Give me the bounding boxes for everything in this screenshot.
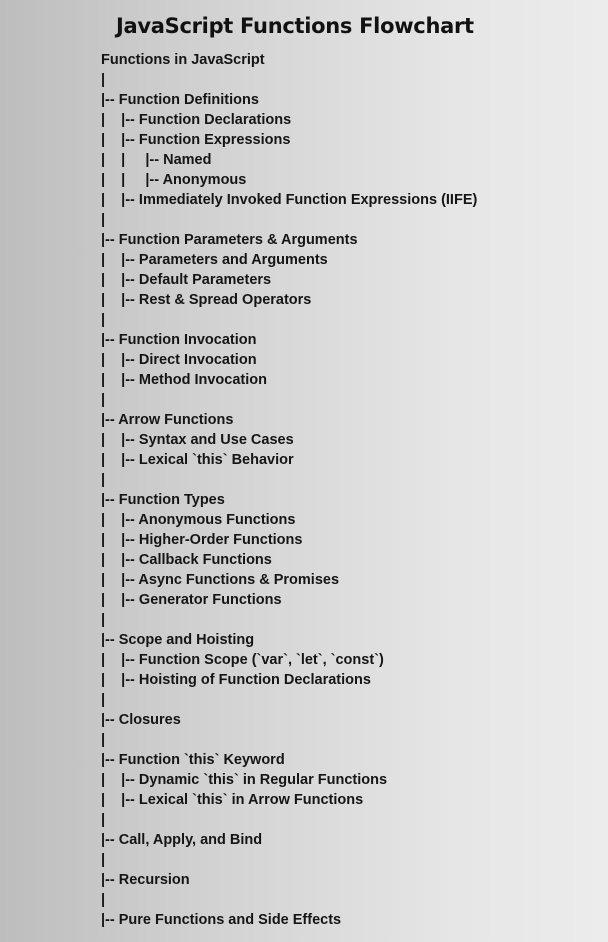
- tree-root-label: Functions in JavaScript: [101, 52, 265, 68]
- tree-line: |-- Function Definitions: [101, 92, 259, 108]
- tree-line: | |-- Syntax and Use Cases: [101, 432, 294, 448]
- tree-line: | |-- Async Functions & Promises: [101, 572, 340, 588]
- tree-line: | |-- Default Parameters: [101, 272, 272, 288]
- tree-line: | | |-- Anonymous: [101, 172, 247, 188]
- tree-line: |: [101, 212, 106, 228]
- tree-line: |-- Function Parameters & Arguments: [101, 232, 358, 248]
- tree-line: | |-- Callback Functions: [101, 552, 272, 568]
- tree-line: |: [101, 892, 106, 908]
- tree-line: |-- Closures: [101, 712, 181, 728]
- tree-line: | |-- Anonymous Functions: [101, 512, 296, 528]
- tree-line: |: [101, 612, 106, 628]
- tree-line: | |-- Lexical `this` Behavior: [101, 452, 294, 468]
- tree-line: | | |-- Named: [101, 152, 212, 168]
- tree-line: |-- Function `this` Keyword: [101, 752, 285, 768]
- function-tree: [101, 50, 601, 930]
- tree-line: |-- Arrow Functions: [101, 412, 234, 428]
- tree-line: | |-- Function Expressions: [101, 132, 291, 148]
- page-title: JavaScript Functions Flowchart: [116, 14, 474, 38]
- tree-line: | |-- Function Declarations: [101, 112, 292, 128]
- tree-line: |-- Function Invocation: [101, 332, 257, 348]
- tree-line: |: [101, 72, 106, 88]
- tree-line: |-- Pure Functions and Side Effects: [101, 912, 342, 928]
- tree-line: | |-- Generator Functions: [101, 592, 282, 608]
- tree-line: | |-- Higher-Order Functions: [101, 532, 303, 548]
- tree-line: | |-- Dynamic `this` in Regular Functions: [101, 772, 388, 788]
- tree-line: | |-- Parameters and Arguments: [101, 252, 328, 268]
- tree-line: |: [101, 312, 106, 328]
- tree-line: | |-- Direct Invocation: [101, 352, 257, 368]
- tree-line: |-- Recursion: [101, 872, 190, 888]
- tree-line: |: [101, 852, 106, 868]
- tree-line: | |-- Hoisting of Function Declarations: [101, 672, 371, 688]
- tree-line: | |-- Immediately Invoked Function Expressions (IIFE): [101, 192, 478, 208]
- tree-line: |: [101, 392, 106, 408]
- tree-line: |: [101, 472, 106, 488]
- tree-line: | |-- Function Scope (`var`, `let`, `const`): [101, 652, 384, 668]
- tree-line: | |-- Rest & Spread Operators: [101, 292, 312, 308]
- tree-line: |: [101, 692, 106, 708]
- tree-line: | |-- Lexical `this` in Arrow Functions: [101, 792, 364, 808]
- tree-line: |: [101, 732, 106, 748]
- tree-line: |-- Function Types: [101, 492, 225, 508]
- tree-line: | |-- Method Invocation: [101, 372, 267, 388]
- tree-line: |: [101, 812, 106, 828]
- tree-line: |-- Scope and Hoisting: [101, 632, 255, 648]
- tree-line: |-- Call, Apply, and Bind: [101, 832, 263, 848]
